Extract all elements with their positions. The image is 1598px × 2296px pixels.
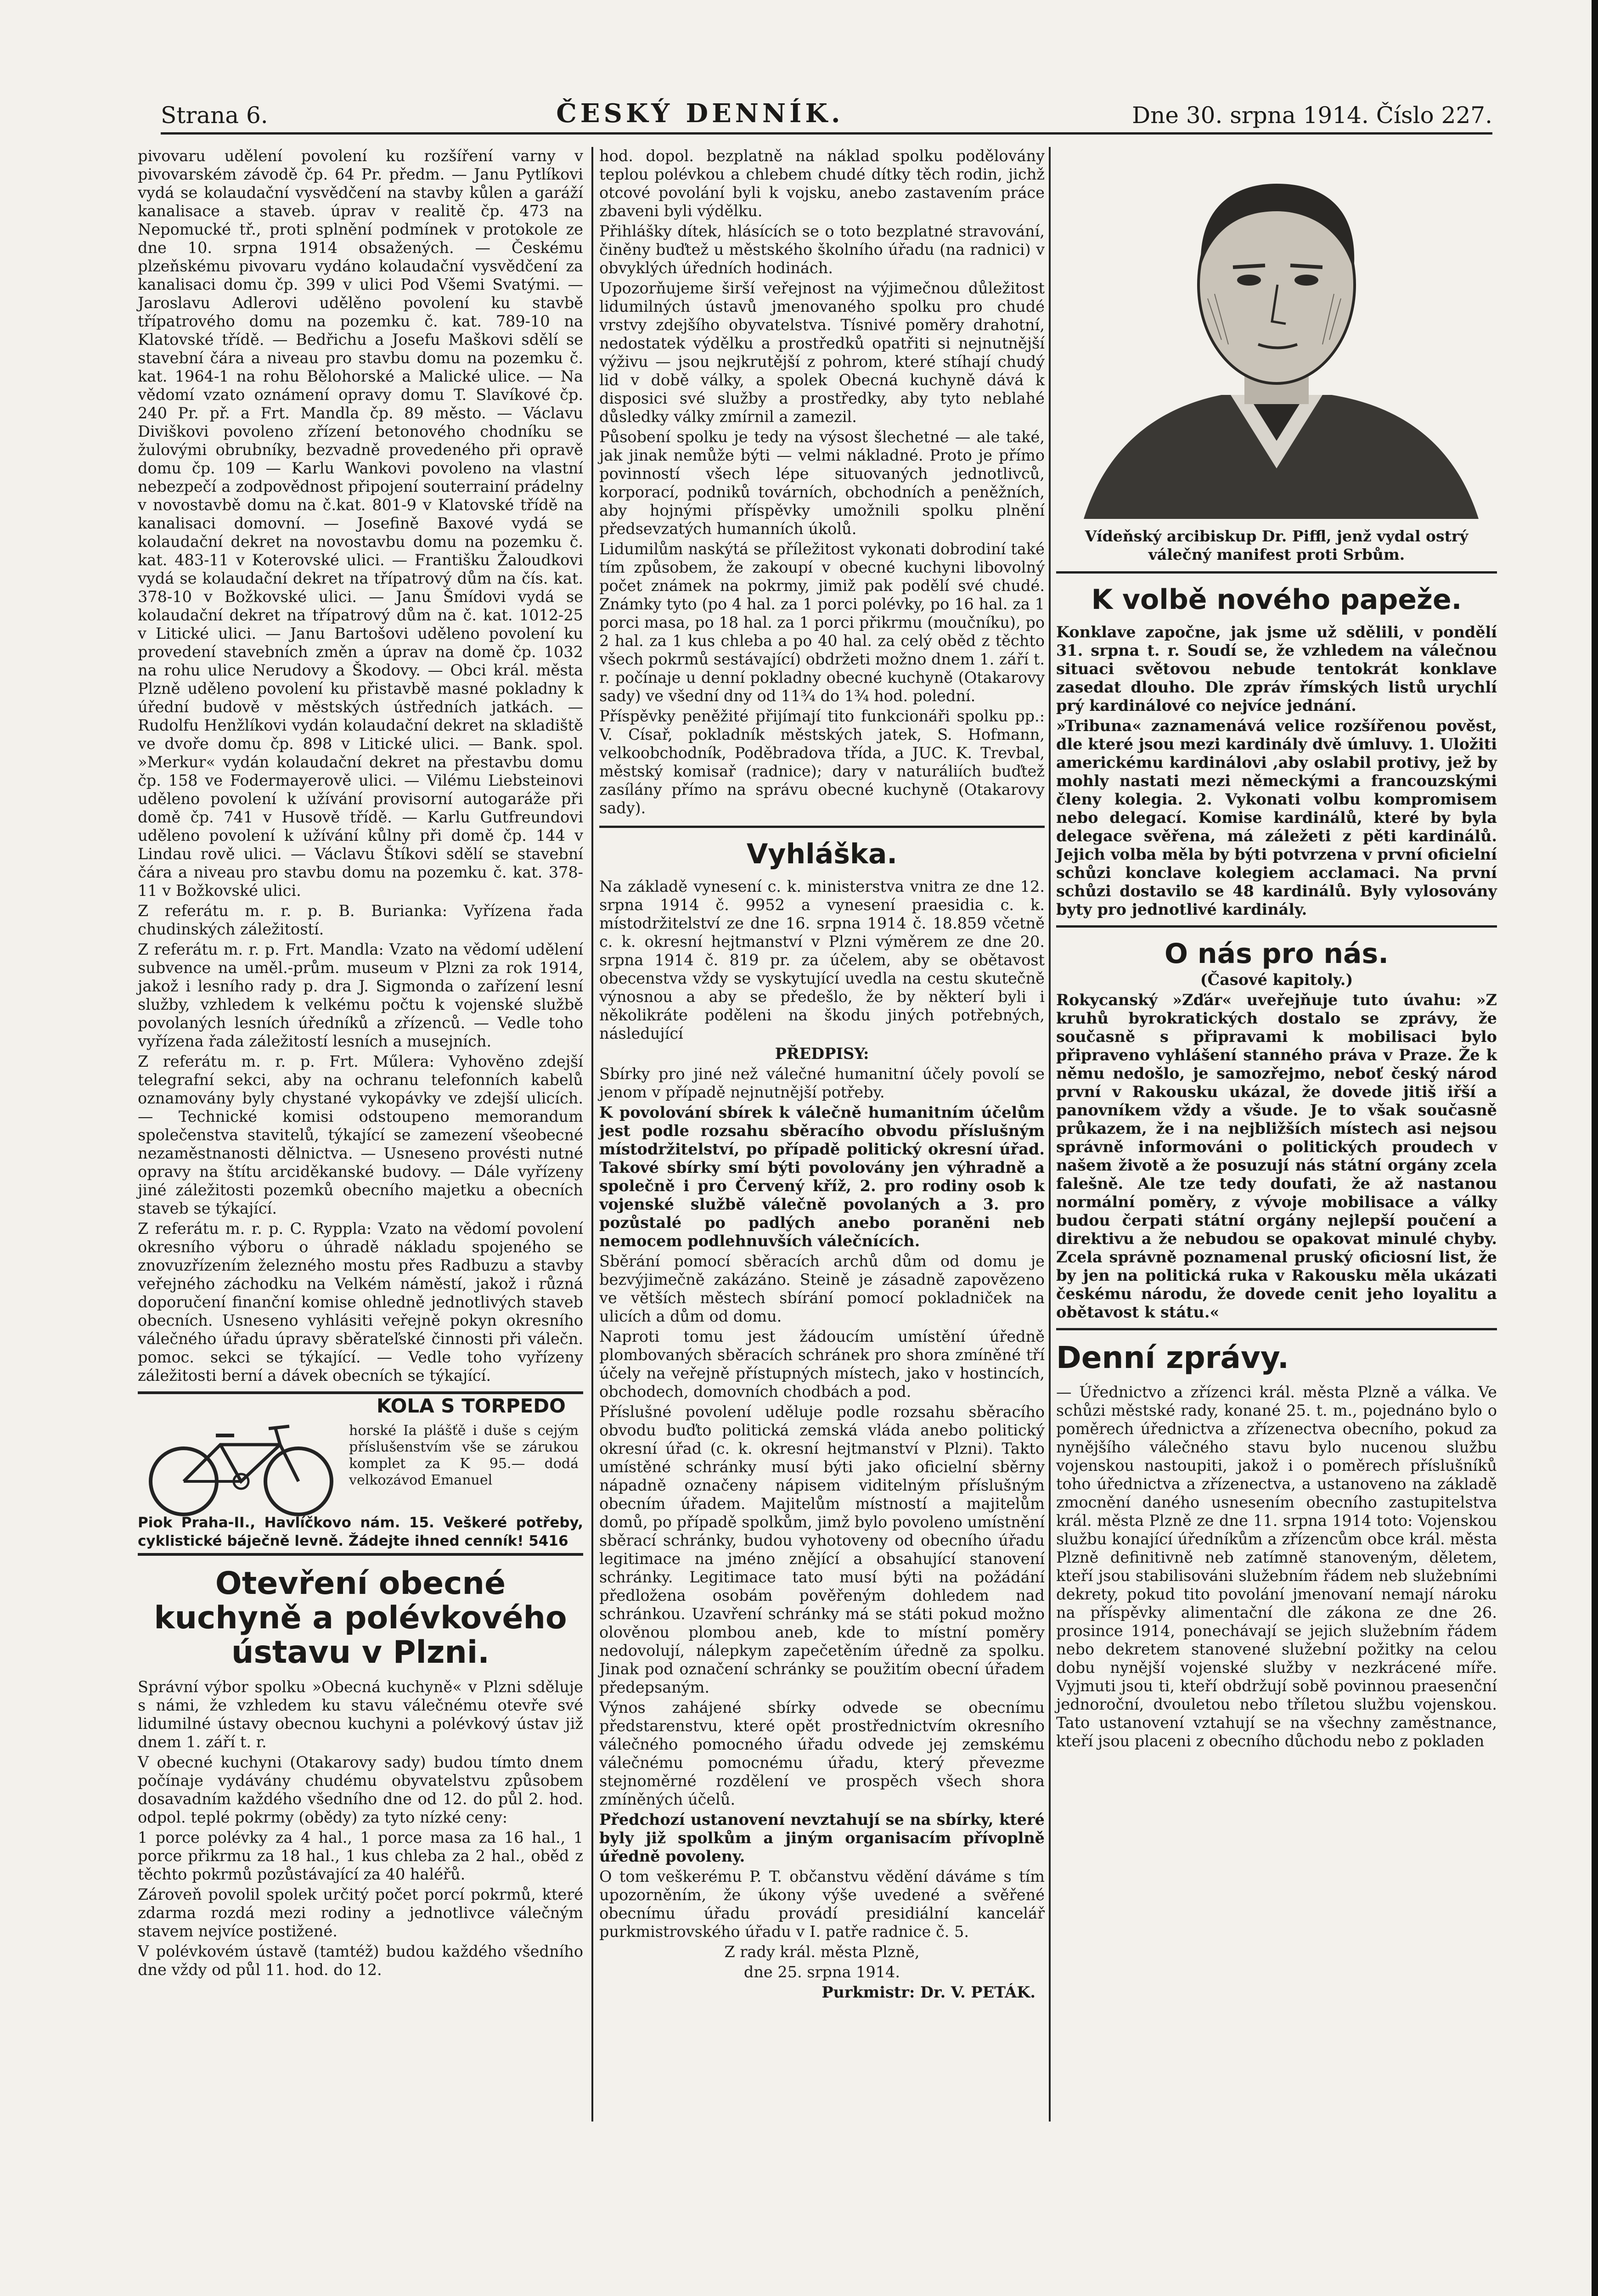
- ad-text: horské Ia plášťě i duše s cejým příslušenstvím vše se zárukou komplet za K 95.— dodá velkozávod Emanuel: [349, 1423, 579, 1488]
- bicycle-advertisement: [138, 1391, 583, 1556]
- scan-edge: [1592, 0, 1598, 2296]
- kitchen-p2: V obecné kuchyni (Otakarovy sady) budou tímto dnem počínaje vydávány chudému obyvatelstvu způsobem dosavadním každého všedního dne od 12. do půl 2. hod. odpol. teplé pokrmy (obědy) za tyto nízké ceny:: [138, 1753, 583, 1827]
- vyhlaska-p9: O tom veškerému P. T. občanstvu vědění dáváme s tím upozorněním, že úkony výše uvedené a svěřené obecnímu úřadu provádí presidiální kancelář purkmistrovského úřadu v I. patře radnice č. 5.: [599, 1868, 1045, 1941]
- headline-pope: K volbě nového papeže.: [1091, 584, 1462, 616]
- headline-denni: Denní zprávy.: [1056, 1340, 1289, 1375]
- newspaper-title: ČESKÝ DENNÍK.: [556, 98, 844, 129]
- pope-p1: Konklave započne, jak jsme už sdělili, v pondělí 31. srpna t. r. Soudí se, že vzhledem na válečnou situaci světovou nebude tentokrát konklave zasedat dlouho. Dle zpráv římských listů urychlí prý kardinálové co nejvíce jednání.: [1056, 623, 1497, 715]
- ad-footer: Piok Praha-II., Havlíčkovo nám. 15. Veškeré potřeby, cyklistické báječně levně. Žádejte ihned cenník! 5416: [138, 1514, 583, 1549]
- kitchen-p5: V polévkovém ústavě (tamtéž) budou každého všedního dne vždy od půl 11. hod. do 12.: [138, 1942, 583, 1979]
- divider: [1056, 571, 1497, 574]
- council-reports: pivovaru udělení povolení ku rozšíření varny v pivovarském závodě čp. 64 Pr. předm. — Janu Pytlíkovi vydá se kolaudační vysvědčení na stavby kůlen a garáží kanalisace a staveb. úprav v realitě čp. 473 na Nepomucké tř., proti splnění podmínek v protokole ze dne 10. srpna 1914 obsažených. — Českému plzeňskému pivovaru vydáno kolaudační vysvědčení za kanalisaci domu čp. 399 v ulici Pod Všemi Svatými. — Jaroslavu Adlerovi udělěno povolení ku stavbě třípatrového domu na pozemku č. kat. 789-10 na Klatovské třídě. — Bedřichu a Josefu Maškovi sdělí se stavební čára a niveau pro stavbu domu na pozemku č. kat. 1964-1 na rohu Bělohorské a Malické ulice. — Na vědomí vzato oznámení opravy domu T. Slavíkové čp. 240 Pr. př. a Frt. Mandla čp. 89 město. — Václavu Diviškovi povoleno zřízení betonového chodníku se žulovými obrubníky, bezvadně provedeného při opravě domu čp. 109 — Karlu Wankovi povoleno na vlastní nebezpečí a zodpovědnost připojení souterrainí prádelny v novostavbě domu na č.kat. 801-9 v Klatovské třídě na kanalisaci domovní. — Josefině Baxové vydá se kolaudační dekret na novostavbu domu na pozemku č. kat. 483-11 v Koterovské ulici. — Františku Žaloudkovi vydá se kolaudační dekret na třípatrový dům na čís. kat. 378-10 v Božkovské ulici. — Janu Šmídovi vydá se kolaudační dekret na třípatrový dům na č. kat. 1012-25 v Litické ulici. — Janu Bartošovi uděleno povolení ku provedení stavebních změn a úprav na domě čp. 1032 na rohu ulice Nerudovy a Škodovy. — Obci král. města Plzně uděleno povolení ku přistavbě masné pokladny k úřední budově v městských ústředních jatkách. — Rudolfu Henžlíkovi vydán kolaudační dekret na skladiště ve dvoře domu čp. 898 v Litické ulici. — Bank. spol. »Merkur« vydán kolaudační dekret na přestavbu domu čp. 158 ve Fodermayerově ulici. — Vilému Liebsteinovi uděleno povolení k užívání provisorní autogaráže při domě čp. 741 v Husově třídě. — Karlu Gutfreundovi uděleno povolení k užívání kůlny při domě čp. 144 v Lindau rově ulici. — Václavu Štíkovi sdělí se stavební čára a niveau pro stavbu domu na pozemku č. kat. 378-11 v Božkovské ulici.: [138, 147, 583, 900]
- vyhlaska-p2: Sbírky pro jiné než válečné humanitní účely povolí se jenom v případě nejnutnější potřeby.: [599, 1065, 1045, 1101]
- pope-p2: »Tribuna« zaznamenává velice rozšířenou pověst, dle které jsou mezi kardinály dvě úmluvy. 1. Uložiti americkému kardinálovi ,aby oslabil protivy, jež by mohly nastati mezi německými a francouzskými členy kolegia. 2. Vykonati volbu kompromisem nebo delegací. Komise kardinálů, které by byla delegace svěřena, má záležeti z pěti kardinálů. Jejich volba měla by býti potvrzena v první oficielní schůzi konclave kolegiem acclamaci. Na první schůzi dostavilo se 48 kardinálů. Byly vylosovány byty pro jednotlivé kardinály.: [1056, 717, 1497, 918]
- onas-subtitle: (Časové kapitoly.): [1200, 971, 1353, 989]
- kitchen-cont-p1: hod. dopol. bezplatně na náklad spolku podělovány teplou polévkou a chlebem chudé dítky těch rodin, jichž otcové povolání byli k vojsku, anebo zastavením práce zbaveni byli výdělku.: [599, 147, 1045, 220]
- onas-p1: Rokycanský »Zďár« uveřejňuje tuto úvahu: »Z kruhů byrokratických dostalo se zprávy, že současně s připravami k mobilisaci bylo připraveno vyhlášení stanného práva v Praze. Že k němu nedošlo, je samozřejmo, neboť český národ první v Rakousku ukázal, že dovede jitiš iřší a panovníkem vždy a všude. Je to však současně průkazem, že i na nejbližších místech asi nejsou správně informováni o politických proudech v našem životě a že posuzují nás státní orgány zcela falešně. Ale tze tedy doufati, že až nastanou normální poměry, z vývoje mobilisace a války budou čerpati státní orgány nejlepší poučení a direktivu a že nebudou se opakovat minulé chyby. Zcela správně poznamenal pruský oficiosní list, že by jen na politická ruka v Rakousku měla ukázati českému národu, že dovede cenit jeho loyalitu a obětavost k státu.«: [1056, 991, 1497, 1321]
- bicycle-icon: [142, 1412, 340, 1518]
- ad-title: KOLA S TORPEDO: [377, 1395, 566, 1417]
- column-3: [1056, 147, 1497, 1752]
- divider: [599, 826, 1045, 828]
- column-1: [138, 147, 583, 1981]
- kitchen-cont-p3: Upozorňujeme širší veřejnost na výjimečnou důležitost lidumilných ústavů jmenovaného spolku pro chudé vrstvy zdejšího obyvatelstva. Tísnivé poměry drahotní, nedostatek výdělku a prostředků opatřiti si nejnutnější výživu — jsou nejkrutější z pohrom, které stíhají chudý lid v době války, a spolek Obecná kuchyně dává k disposici své služby a prostředky, aby tyto neblahé důsledky války zmírnil a zamezil.: [599, 279, 1045, 426]
- report-burianka: Z referátu m. r. p. B. Burianka: Vyřízena řada chudinských záležitostí.: [138, 902, 583, 938]
- column-rule-1: [591, 147, 593, 2122]
- vyhlaska-p5: Naproti tomu jest žádoucím umístění úředně plombovaných sběracích schránek pro shora zmíněné tří účely na veřejně přístupných místech, jako v hostincích, obchodech, domovních chodbách a pod.: [599, 1328, 1045, 1401]
- kitchen-cont-p4: Působení spolku je tedy na výsost šlechetné — ale také, jak jinak nemůže býti — velmi nákladné. Proto je přímo povinností všech lépe situovaných jednotlivců, korporací, podniků továrních, obchodních a peněžních, aby hojnými příspěvky umožnili spolku plnění předsevzatých humanních úkolů.: [599, 428, 1045, 538]
- vyhlaska-p4: Sběrání pomocí sběracích archů dům od domu je bezvýjimečně zakázáno. Steině je zásadně zapovězeno ve větších městech sbírání pomocí pokladniček na ulicích a dům od domu.: [599, 1252, 1045, 1325]
- vyhlaska-p6: Příslušné povolení uděluje podle rozsahu sběracího obvodu buďto politická zemská vláda anebo politický okresní úřad (c. k. okresní hejtmanství v Plzni). Takto umístěné schránky musí býti jako oficielní sběrny nápadně označeny nápisem viditelným příslušným obecním úřadem. Majitelům místností a majitelům domů, po případě spolkům, jimž bylo povoleno umístnění sběrací schránky, budou vyhotoveny od obecního úřadu legitimace na jméno znějící a obsahující stanovení schránky. Legitimace tato musí býti na požádání předložena osobám pověřeným dohledem nad schránkou. Uzavření schránky má se státi pokud možno olověnou plombou aneb, kde to místní poměry nedovolují, nálepkym zapečetěním úředně za spolku. Jinak pod označení schránky se použitím obecní úřadem předepsaným.: [599, 1403, 1045, 1696]
- predpisy-heading: PŘEDPISY:: [775, 1045, 869, 1063]
- page-header: [161, 98, 1492, 135]
- divider: [1056, 925, 1497, 928]
- archbishop-portrait: [1056, 147, 1497, 523]
- kitchen-cont-p5: Lidumilům naskýtá se příležitost vykonati dobrodiní také tím způsobem, že zakoupí v obecné kuchyni libovolný počet známek na pokrmy, jimiž pak podělí své chudé. Známky tyto (po 4 hal. za 1 porci polévky, po 16 hal. za 1 porci masa, po 18 hal. za 1 porci přikrmu (moučníku), po 2 hal. za 1 kus chleba a po 40 hal. za celý oběd z těchto všech pokrmů sestávající) obdržeti možno dnem 1. září t. r. počínaje u denní pokladny obecné kuchyně (Otakarovy sady) ve všední dny od 11¾ do 1¾ hod. polední.: [599, 540, 1045, 705]
- vyhlaska-p3: K povolování sbírek k válečně humanitním účelům jest podle rozsahu sběracího obvodu příslušným místodržitelství, po případě politický okresní úřad. Takové sbírky smí býti povolovány jen výhradně a společně i pro Červený kříž, 2. pro rodiny osob k vojenské službě válečně povolaných a 3. pro pozůstalé po padlých anebo poraněni neb nemocem podlehnuvších válečnících.: [599, 1103, 1045, 1250]
- vyhlaska-p8: Předchozí ustanovení nevztahují se na sbírky, které byly již spolkům a jiným organisacím přívoplně úředně povoleny.: [599, 1811, 1045, 1865]
- page-label: Strana 6.: [161, 102, 268, 129]
- sign-line-2: dne 25. srpna 1914.: [743, 1963, 900, 1981]
- report-mulera: Z referátu m. r. p. Frt. Műlera: Vyhověno zdejší telegrafní sekci, aby na ochranu telefonních kabelů oznamovány byly chystané vykopávky ve zdejší ulicích. — Technické komisi odstoupeno memorandum společenstva stavitelů, týkající se zamezení všeobecné nezaměstnanosti dělnictva. — Usneseno provésti nutné opravy na štítu arciděkanské budovy. — Dále vyřízeny jiné záležitosti pozemků obecního majetku a obecních staveb se týkající.: [138, 1052, 583, 1217]
- vyhlaska-p7: Výnos zahájené sbírky odvede se obecnímu předstarenstvu, které opět prostřednictvím okresního válečného pomocného úřadu odvede jej zemskému válečnému pomocnému úřadu, který převezme stejnoměrné rozdělení ve prospěch všech shora zmíněných účelů.: [599, 1699, 1045, 1808]
- report-ryppla: Z referátu m. r. p. C. Ryppla: Vzato na vědomí povolení okresního výboru o úhradě nákladu spojeného se znovuzřízením železného mostu přes Radbuzu a stavby veřejného záchodku na Velkém náměstí, jakož i různá doporučení finanční komise ohledně jednotlivých staveb obecních. Usneseno vyhlásiti veřejně pokyn okresního válečného úřadu úpravy sběrateľské činnosti při válečn. pomoc. sekci se týkající. — Vedle toho vyřízeny záležitosti berní a dávek obecních se týkající.: [138, 1220, 583, 1384]
- sign-line-1: Z rady král. města Plzně,: [724, 1943, 920, 1961]
- kitchen-cont-p2: Přihlášky dítek, hlásících se o toto bezplatné stravování, činěny buďtež u městského školního úřadu (na radnici) v obvyklých úředních hodinách.: [599, 222, 1045, 277]
- vyhlaska-p1: Na základě vynesení c. k. ministerstva vnitra ze dne 12. srpna 1914 č. 9952 a vynesení praesidia c. k. místodržitelství ze dne 16. srpna 1914 č. 18.859 včetně c. k. okresní hejtmanství v Plzni výměrem ze dne 20. srpna 1914 č. 819 pr. za účelem, aby se obětavost obecenstva vždy se vyskytující uvedla na cestu skutečně výnosnou a aby se předešlo, že by některí byli i několikráte poděleni na škodu jiných potřebných, následující: [599, 878, 1045, 1042]
- kitchen-p4: Zároveň povolil spolek určitý počet porcí pokrmů, které zdarma rozdá mezi rodiny a jednotlivce válečným stavem nejvíce postižené.: [138, 1885, 583, 1941]
- sign-line-3: Purkmistr: Dr. V. PETÁK.: [822, 1983, 1035, 2001]
- headline-onas: O nás pro nás.: [1164, 938, 1389, 970]
- kitchen-p3: 1 porce polévky za 4 hal., 1 porce masa za 16 hal., 1 porce přikrmu za 18 hal., 1 kus chleba za 2 hal., oběd z těchto pokrmů pozůstávající za 40 haléřů.: [138, 1829, 583, 1884]
- column-rule-2: [1049, 147, 1051, 2122]
- column-2: [599, 147, 1045, 2003]
- report-mandla: Z referátu m. r. p. Frt. Mandla: Vzato na vědomí udělení subvence na uměl.-prům. museum v Plzni za rok 1914, jakož i lesního rady p. dra J. Sigmonda o zařízení lesní služby, vzhledem k velkému počtu k vojenské službě povolaných lesních úředníků a zřízenců. — Vedle toho vyřízena řada záležitostí lesních a musejních.: [138, 940, 583, 1050]
- kitchen-p1: Správní výbor spolku »Obecná kuchyně« v Plzni sděluje s námi, že vzhledem ku stavu válečnému otevře své lidumilné ústavy obecnou kuchyni a polévkový ústav již dnem 1. září t. r.: [138, 1678, 583, 1751]
- portrait-caption: Vídeňský arcibiskup Dr. Piffl, jenž vydal ostrý válečný manifest proti Srbům.: [1085, 527, 1469, 563]
- headline-vyhlaska: Vyhláška.: [746, 838, 898, 870]
- divider: [1056, 1328, 1497, 1330]
- date-issue: Dne 30. srpna 1914. Číslo 227.: [1132, 102, 1492, 129]
- kitchen-cont-p6: Příspěvky peněžité přijímají tito funkcionáři spolku pp.: V. Císař, pokladník městských jatek, S. Hofmann, velkoobchodník, Poděbradova třída, a JUC. K. Trevbal, městský komisař (radnice); dary v naturáliích buďtež zasílány přímo na správu obecné kuchyně (Otakarovy sady).: [599, 707, 1045, 817]
- denni-p1: — Úřednictvo a zřízenci král. města Plzně a válka. Ve schůzi městské rady, konané 25. t. m., pojednáno bylo o poměrech úřednictva a zřízenectva obecního, pokud za nynějšího válečného stavu bylo nucenou službu vojenskou nastoupiti, jakož i o poměrech příslušníků toho úřednictva a zřízenectva, a ustanoveno na základě zmocnění daného usnesením obecního zastupitelstva král. města Plzně ze dne 11. srpna 1914 toto: Vojenskou službu konající úředníkům a zřízencům obce král. města Plzně definitivně neb zatímně stanoveným, děletem, kteří jsou stabilisováni služebním řádem neb služebními dekrety, pokud tito povolání jmenovaní nemají nároku na příspěvky alimentační dle zákona ze dne 26. prosince 1914, ponechávají se jejich služebním řádem nebo dekretem stanovené služební požitky na celou dobu nynější vojenské služby v nezkrácené míře. Vyjmuti jsou ti, kteří obdržují sobě povinnou praesenční jednoroční, dvouletou nebo tříletou službu vojenskou. Tato ustanovení vztahují se na všechny zaměstnance, kteří jsou placeni z obecního důchodu nebo z pokladen: [1056, 1383, 1497, 1750]
- headline-kitchen: Otevření obecné kuchyně a polévkového ústavu v Plzni.: [154, 1565, 567, 1671]
